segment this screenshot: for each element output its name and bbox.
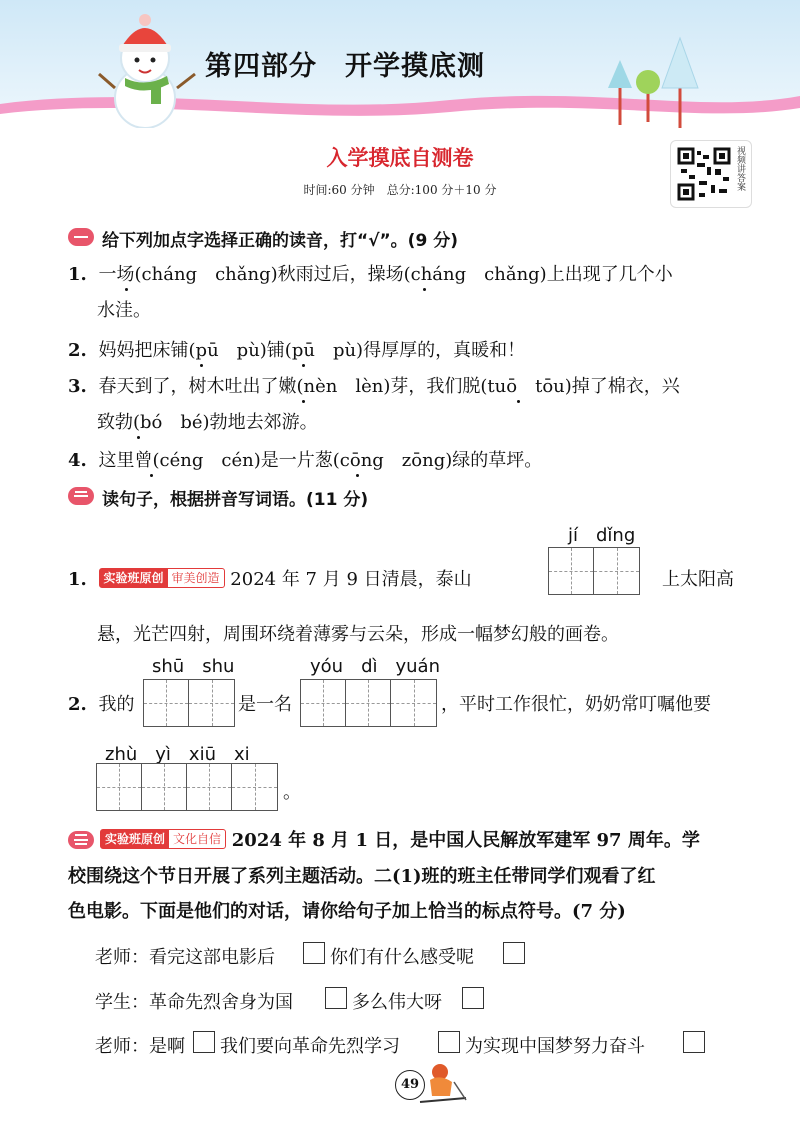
s2-q2-line-1: [68, 690, 135, 716]
s3-line-1: [100, 826, 700, 852]
item-text: 这里曾(céng cén)是一片葱(cōng zōng)绿的草坪。: [98, 450, 543, 471]
origin-tag: [100, 829, 226, 849]
part-title: 第四部分 开学摸底测: [205, 51, 485, 82]
section-3-badge: [68, 831, 94, 849]
s1-item-3-line-1: [68, 372, 680, 398]
emphasis-dot: [200, 364, 203, 367]
q-text: 。: [283, 782, 301, 803]
emphasis-dot: [302, 364, 305, 367]
emphasis-dot: [356, 474, 359, 477]
punctuation-box[interactable]: [325, 987, 347, 1009]
dialog-text: 你们有什么感受呢: [330, 947, 474, 968]
q-text: 2024 年 7 月 9 日清晨，泰山: [230, 569, 472, 590]
punctuation-box[interactable]: [438, 1031, 460, 1053]
s2-q1-line-2: 悬，光芒四射，周围环绕着薄雾与云朵，形成一幅梦幻般的画卷。: [97, 624, 619, 645]
punctuation-box[interactable]: [462, 987, 484, 1009]
tag-secondary: 审美创造: [171, 571, 220, 585]
qr-label: 视频讲答案: [735, 146, 745, 191]
punctuation-box[interactable]: [683, 1031, 705, 1053]
tag-primary: 实验班原创: [101, 830, 169, 848]
emphasis-dot: [517, 400, 520, 403]
emphasis-dot: [150, 474, 153, 477]
dialog-line-3: [95, 1032, 185, 1058]
emphasis-dot: [125, 288, 128, 291]
section-1-heading: 给下列加点字选择正确的读音，打“√”。(9 分): [102, 231, 458, 251]
punctuation-box[interactable]: [503, 942, 525, 964]
q-text: 是一名: [238, 694, 292, 715]
writing-grid[interactable]: [96, 763, 278, 811]
s1-item-1-line-1: [68, 260, 673, 286]
dialog-text: 为实现中国梦努力奋斗: [465, 1036, 645, 1057]
s3-text: 2024 年 8 月 1 日，是中国人民解放军建军 97 周年。学: [231, 830, 700, 851]
pinyin-label: shū shu: [152, 656, 235, 677]
item-text: 妈妈把床铺(pū pù)铺(pū pù)得厚厚的，真暖和！: [98, 340, 526, 361]
dialog-text: 学生：革命先烈舍身为国: [95, 992, 293, 1013]
section-1-badge: [68, 228, 94, 246]
snowman-illustration: [95, 8, 205, 128]
item-number: 2.: [68, 694, 87, 715]
s1-item-2: [68, 336, 525, 362]
trees-illustration: [590, 30, 710, 130]
skier-mascot-icon: [410, 1060, 470, 1108]
dialog-text: 老师：是啊: [95, 1036, 185, 1057]
s1-item-4: [68, 446, 542, 472]
writing-grid[interactable]: [300, 679, 437, 727]
emphasis-dot: [137, 436, 140, 439]
q-text: ，平时工作很忙，奶奶常叮嘱他要: [441, 694, 711, 715]
tag-primary: 实验班原创: [100, 569, 168, 587]
dialog-text: 多么伟大呀: [352, 992, 442, 1013]
writing-grid[interactable]: [548, 547, 640, 595]
punctuation-box[interactable]: [303, 942, 325, 964]
item-text: 一场(cháng chǎng)秋雨过后，操场(cháng chǎng)上出现了几个小: [98, 264, 673, 285]
section-2-heading: 读句子，根据拼音写词语。(11 分): [102, 490, 369, 510]
pinyin-label: zhù yì xiū xi: [105, 744, 250, 765]
dialog-line-2: [95, 988, 293, 1014]
test-title: 入学摸底自测卷: [326, 146, 474, 170]
s3-line-3: 色电影。下面是他们的对话，请你给句子加上恰当的标点符号。(7 分): [68, 901, 626, 922]
tag-secondary: 文化自信: [173, 832, 222, 846]
origin-tag: [99, 568, 225, 588]
dialog-line-1: [95, 943, 275, 969]
s1-item-1-line-2: 水洼。: [97, 300, 151, 321]
pinyin-label: yóu dì yuán: [310, 656, 440, 677]
s1-item-3-line-2: 致勃(bó bé)勃地去郊游。: [97, 412, 318, 433]
page-number: 49: [395, 1070, 425, 1100]
test-meta: 时间:60 分钟 总分:100 分＋10 分: [303, 183, 497, 197]
writing-grid[interactable]: [143, 679, 235, 727]
s2-q1-line-1: [68, 565, 472, 591]
s3-line-2: 校围绕这个节日开展了系列主题活动。二(1)班的班主任带同学们观看了红: [68, 866, 656, 887]
pinyin-label: jí dǐng: [568, 525, 636, 546]
emphasis-dot: [423, 288, 426, 291]
item-text: 春天到了，树木吐出了嫩(nèn lèn)芽，我们脱(tuō tōu)掉了棉衣，兴: [98, 376, 680, 397]
emphasis-dot: [302, 400, 305, 403]
q-text: 我的: [98, 694, 135, 715]
item-number: 4.: [68, 450, 87, 471]
s2-q1-text-after: 上太阳高: [662, 569, 734, 590]
item-number: 1.: [68, 569, 87, 590]
item-number: 1.: [68, 264, 87, 285]
item-number: 3.: [68, 376, 87, 397]
section-2-badge: [68, 487, 94, 505]
punctuation-box[interactable]: [193, 1031, 215, 1053]
item-number: 2.: [68, 340, 87, 361]
dialog-text: 老师：看完这部电影后: [95, 947, 275, 968]
dialog-text: 我们要向革命先烈学习: [220, 1036, 400, 1057]
